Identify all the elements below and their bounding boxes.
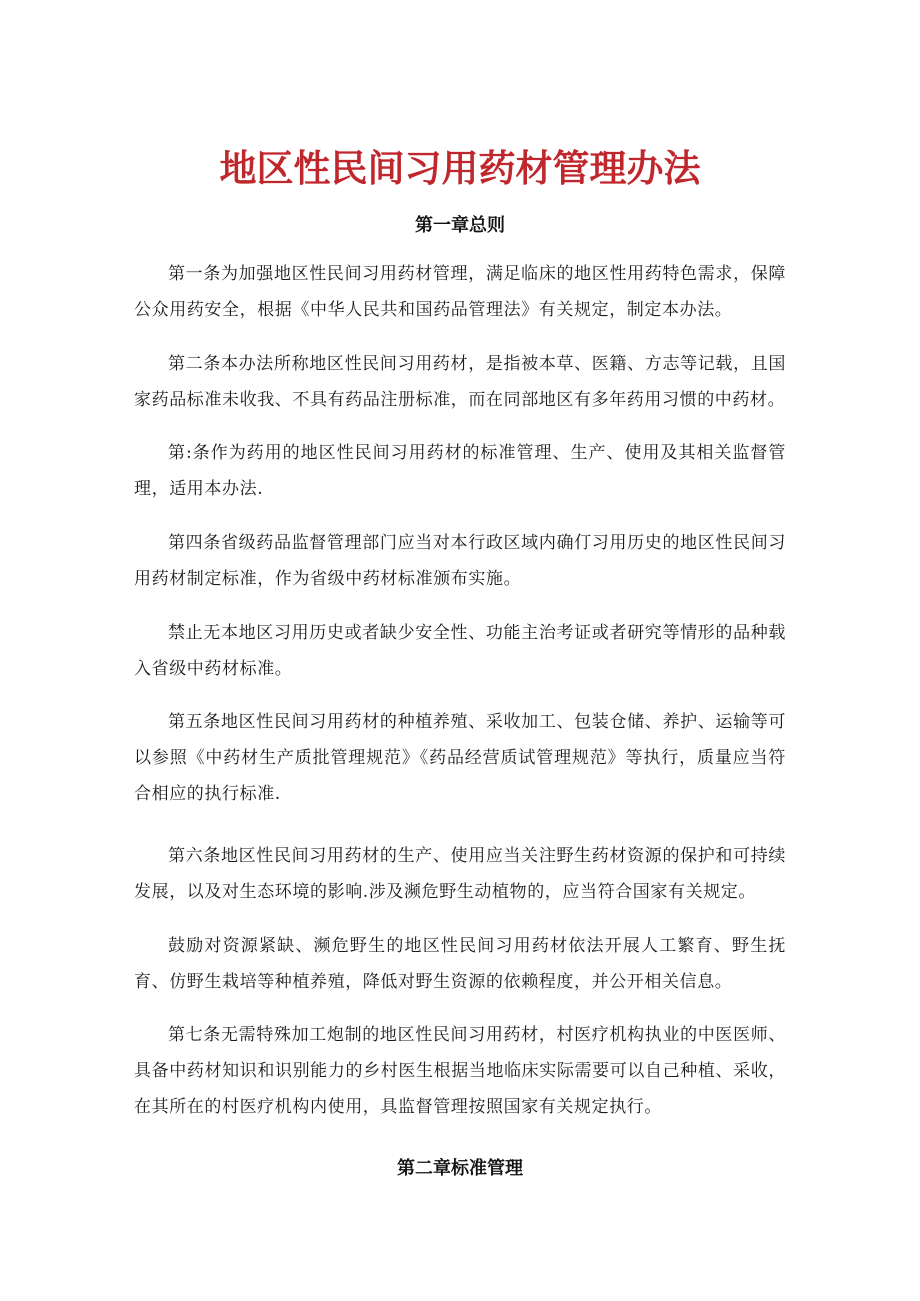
paragraph: 第七条无需特殊加工炮制的地区性民间习用药材，村医疗机构执业的中医医师、具备中药材知识和识别能力的乡村医生根据当地临床实际需要可以自己种植、采收，在其所在的村医疗机构内使用，具监督管理按照国家有关规定执行。 xyxy=(134,1025,786,1117)
paragraph: 第二条本办法所称地区性民间习用药材，是指被本草、医籍、方志等记载，且国家药品标准未收我、不具有药品注册标准，而在同部地区有多年药用习惯的中药材。 xyxy=(134,354,786,410)
chapter-heading: 第一章总则 xyxy=(415,215,505,236)
paragraph: 禁止无本地区习用历史或者缺少安全性、功能主治考证或者研究等情形的品种载入省级中药材标准。 xyxy=(134,623,786,679)
paragraph: 第:条作为药用的地区性民间习用药材的标准管理、生产、使用及其相关监督管理，适用本办法. xyxy=(134,443,786,499)
paragraph: 第六条地区性民间习用药材的生产、使用应当关注野生药材资源的保护和可持续发展，以及对生态环境的影响.涉及濒危野生动植物的，应当符合国家有关规定。 xyxy=(134,846,786,902)
paragraph: 第一条为加强地区性民间习用药材管理，满足临床的地区性用药特色需求，保障公众用药安全，根据《中华人民共和国药品管理法》有关规定，制定本办法。 xyxy=(134,264,786,320)
paragraph: 第四条省级药品监督管理部门应当对本行政区域内确仃习用历史的地区性民间习用药材制定标准，作为省级中药材标准颁布实施。 xyxy=(134,533,786,589)
document-title: 地区性民间习用药材管理办法 xyxy=(219,147,701,190)
chapter-heading: 第二章标准管理 xyxy=(397,1158,523,1179)
paragraph: 第五条地区性民间习用药材的种植养殖、采收加工、包装仓储、养护、运输等可以参照《中药材生产质批管理规范》《药品经营质试管理规范》等执行，质量应当符合相应的执行标准. xyxy=(134,712,786,804)
paragraph: 鼓励对资源紧缺、濒危野生的地区性民间习用药材依法开展人工繁育、野生抚育、仿野生栽培等种植养殖，降低对野生资源的依赖程度，并公开相关信息。 xyxy=(134,936,786,992)
